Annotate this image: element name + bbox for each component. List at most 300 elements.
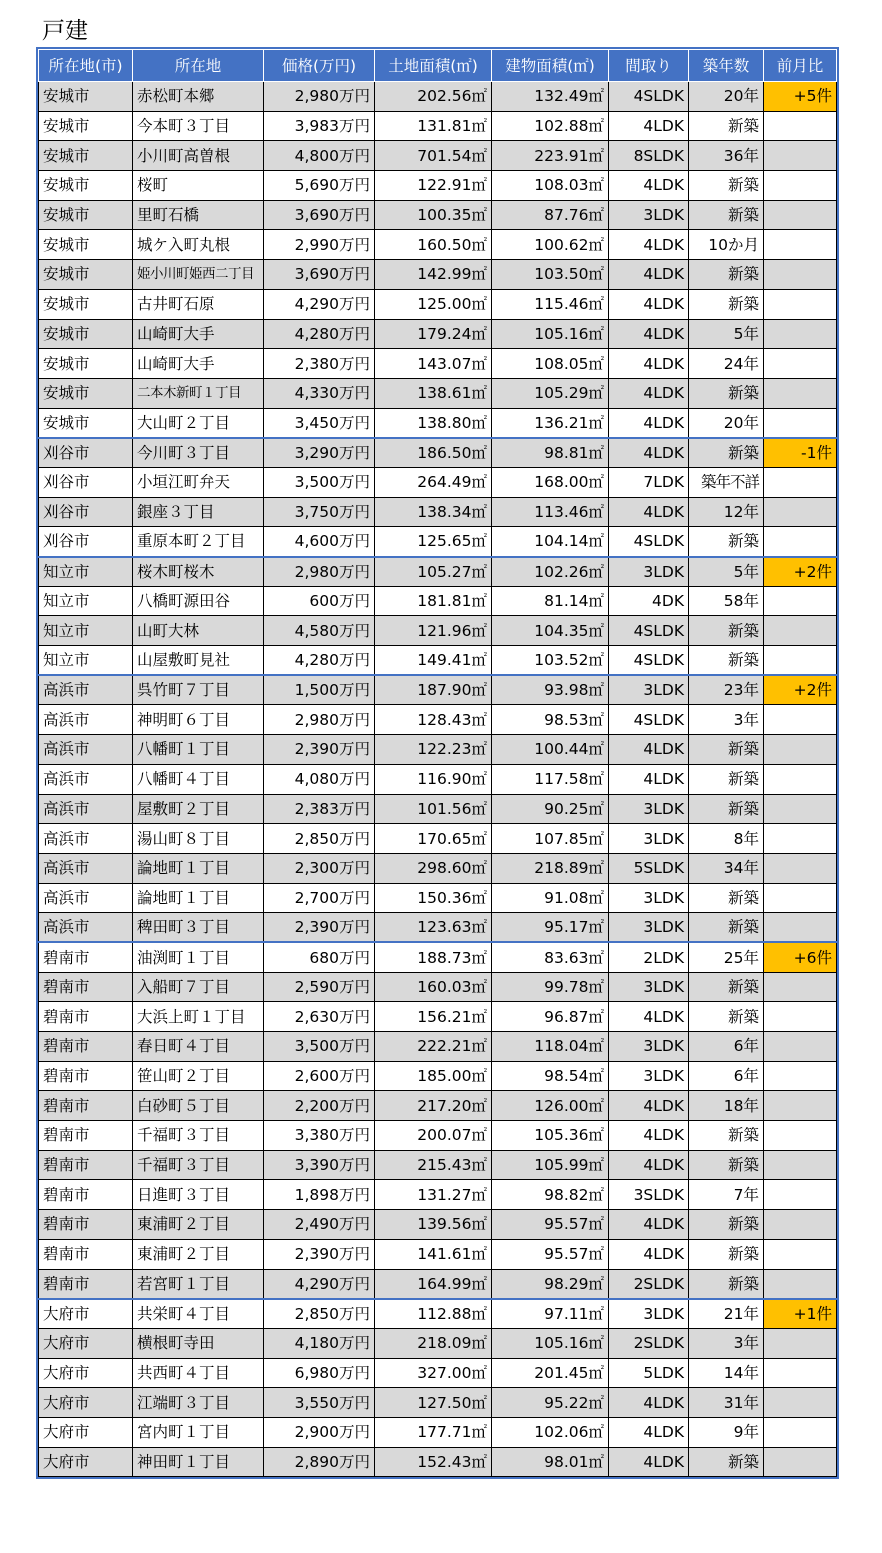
cell-layout: 4LDK bbox=[609, 497, 689, 527]
cell-layout: 3LDK bbox=[609, 200, 689, 230]
cell-city: 碧南市 bbox=[39, 942, 133, 972]
cell-month-diff bbox=[764, 1447, 837, 1477]
cell-building-area: 98.29㎡ bbox=[492, 1269, 609, 1299]
cell-price: 4,800万円 bbox=[264, 141, 375, 171]
cell-land-area: 101.56㎡ bbox=[375, 794, 492, 824]
cell-building-area: 102.26㎡ bbox=[492, 557, 609, 587]
cell-building-area: 105.29㎡ bbox=[492, 378, 609, 408]
cell-price: 680万円 bbox=[264, 942, 375, 972]
cell-land-area: 123.63㎡ bbox=[375, 913, 492, 943]
cell-month-diff bbox=[764, 1091, 837, 1121]
cell-address: 山町大林 bbox=[133, 616, 264, 646]
cell-price: 3,550万円 bbox=[264, 1388, 375, 1418]
cell-city: 大府市 bbox=[39, 1417, 133, 1447]
cell-layout: 7LDK bbox=[609, 467, 689, 497]
cell-land-area: 156.21㎡ bbox=[375, 1002, 492, 1032]
cell-month-diff bbox=[764, 824, 837, 854]
cell-city: 安城市 bbox=[39, 260, 133, 290]
cell-price: 6,980万円 bbox=[264, 1358, 375, 1388]
cell-building-area: 100.44㎡ bbox=[492, 735, 609, 765]
cell-land-area: 105.27㎡ bbox=[375, 557, 492, 587]
cell-address: 若宮町１丁目 bbox=[133, 1269, 264, 1299]
cell-age: 新築 bbox=[689, 972, 764, 1002]
table-row bbox=[39, 705, 837, 735]
cell-age: 31年 bbox=[689, 1388, 764, 1418]
cell-month-diff bbox=[764, 1121, 837, 1151]
cell-city: 碧南市 bbox=[39, 1239, 133, 1269]
cell-address: 横根町寺田 bbox=[133, 1328, 264, 1358]
cell-city: 高浜市 bbox=[39, 764, 133, 794]
cell-age: 新築 bbox=[689, 260, 764, 290]
cell-address: 二本木新町１丁目 bbox=[133, 378, 264, 408]
table-row bbox=[39, 675, 837, 705]
cell-city: 碧南市 bbox=[39, 1032, 133, 1062]
col-header-building-area: 建物面積(㎡) bbox=[492, 50, 609, 82]
cell-land-area: 112.88㎡ bbox=[375, 1299, 492, 1329]
table-row bbox=[39, 1032, 837, 1062]
cell-address: 今川町３丁目 bbox=[133, 438, 264, 468]
table-row bbox=[39, 1358, 837, 1388]
table-row bbox=[39, 319, 837, 349]
cell-address: 古井町石原 bbox=[133, 289, 264, 319]
cell-building-area: 136.21㎡ bbox=[492, 408, 609, 438]
cell-land-area: 160.03㎡ bbox=[375, 972, 492, 1002]
cell-land-area: 160.50㎡ bbox=[375, 230, 492, 260]
cell-price: 2,390万円 bbox=[264, 1239, 375, 1269]
cell-price: 2,980万円 bbox=[264, 82, 375, 112]
cell-layout: 4LDK bbox=[609, 289, 689, 319]
cell-price: 600万円 bbox=[264, 586, 375, 616]
cell-month-diff bbox=[764, 1388, 837, 1418]
cell-building-area: 96.87㎡ bbox=[492, 1002, 609, 1032]
cell-address: 桜木町桜木 bbox=[133, 557, 264, 587]
cell-month-diff bbox=[764, 1061, 837, 1091]
cell-land-area: 185.00㎡ bbox=[375, 1061, 492, 1091]
table-row bbox=[39, 883, 837, 913]
cell-building-area: 105.99㎡ bbox=[492, 1150, 609, 1180]
cell-city: 碧南市 bbox=[39, 1180, 133, 1210]
cell-month-diff bbox=[764, 378, 837, 408]
cell-price: 2,630万円 bbox=[264, 1002, 375, 1032]
cell-month-diff bbox=[764, 1210, 837, 1240]
cell-layout: 4LDK bbox=[609, 1447, 689, 1477]
cell-layout: 4LDK bbox=[609, 1239, 689, 1269]
cell-age: 23年 bbox=[689, 675, 764, 705]
cell-age: 新築 bbox=[689, 200, 764, 230]
cell-age: 21年 bbox=[689, 1299, 764, 1329]
cell-age: 新築 bbox=[689, 913, 764, 943]
cell-land-area: 138.34㎡ bbox=[375, 497, 492, 527]
cell-building-area: 117.58㎡ bbox=[492, 764, 609, 794]
cell-price: 2,383万円 bbox=[264, 794, 375, 824]
cell-layout: 4LDK bbox=[609, 1002, 689, 1032]
table-row bbox=[39, 913, 837, 943]
table-row bbox=[39, 289, 837, 319]
cell-month-diff bbox=[764, 289, 837, 319]
cell-layout: 4LDK bbox=[609, 735, 689, 765]
table-row bbox=[39, 1121, 837, 1151]
cell-price: 4,580万円 bbox=[264, 616, 375, 646]
cell-price: 2,850万円 bbox=[264, 824, 375, 854]
cell-address: 共西町４丁目 bbox=[133, 1358, 264, 1388]
cell-layout: 4LDK bbox=[609, 319, 689, 349]
cell-building-area: 95.57㎡ bbox=[492, 1239, 609, 1269]
cell-layout: 4LDK bbox=[609, 1417, 689, 1447]
cell-address: 山崎町大手 bbox=[133, 349, 264, 379]
cell-address: 湯山町８丁目 bbox=[133, 824, 264, 854]
cell-city: 碧南市 bbox=[39, 1210, 133, 1240]
table-row bbox=[39, 200, 837, 230]
cell-age: 新築 bbox=[689, 735, 764, 765]
cell-age: 新築 bbox=[689, 616, 764, 646]
cell-age: 36年 bbox=[689, 141, 764, 171]
cell-layout: 4LDK bbox=[609, 1091, 689, 1121]
cell-price: 3,750万円 bbox=[264, 497, 375, 527]
cell-month-diff bbox=[764, 527, 837, 557]
cell-layout: 4LDK bbox=[609, 1121, 689, 1151]
table-row bbox=[39, 1180, 837, 1210]
col-header-layout: 間取り bbox=[609, 50, 689, 82]
cell-month-diff bbox=[764, 883, 837, 913]
cell-building-area: 98.82㎡ bbox=[492, 1180, 609, 1210]
cell-age: 6年 bbox=[689, 1032, 764, 1062]
cell-city: 高浜市 bbox=[39, 913, 133, 943]
cell-month-diff: +2件 bbox=[764, 675, 837, 705]
cell-building-area: 104.14㎡ bbox=[492, 527, 609, 557]
cell-layout: 4SLDK bbox=[609, 527, 689, 557]
cell-month-diff bbox=[764, 794, 837, 824]
cell-layout: 4LDK bbox=[609, 111, 689, 141]
cell-address: 論地町１丁目 bbox=[133, 883, 264, 913]
table-row bbox=[39, 942, 837, 972]
table-row bbox=[39, 1210, 837, 1240]
cell-city: 知立市 bbox=[39, 646, 133, 676]
cell-city: 高浜市 bbox=[39, 735, 133, 765]
cell-price: 4,180万円 bbox=[264, 1328, 375, 1358]
cell-layout: 4LDK bbox=[609, 349, 689, 379]
cell-building-area: 81.14㎡ bbox=[492, 586, 609, 616]
cell-month-diff bbox=[764, 1239, 837, 1269]
cell-price: 2,990万円 bbox=[264, 230, 375, 260]
cell-price: 2,980万円 bbox=[264, 557, 375, 587]
cell-age: 新築 bbox=[689, 527, 764, 557]
cell-building-area: 93.98㎡ bbox=[492, 675, 609, 705]
cell-month-diff bbox=[764, 1002, 837, 1032]
table-row bbox=[39, 616, 837, 646]
table-row bbox=[39, 230, 837, 260]
cell-age: 18年 bbox=[689, 1091, 764, 1121]
cell-address: 小垣江町弁天 bbox=[133, 467, 264, 497]
cell-layout: 4LDK bbox=[609, 764, 689, 794]
cell-month-diff bbox=[764, 616, 837, 646]
cell-land-area: 187.90㎡ bbox=[375, 675, 492, 705]
cell-price: 4,280万円 bbox=[264, 319, 375, 349]
cell-land-area: 127.50㎡ bbox=[375, 1388, 492, 1418]
cell-age: 新築 bbox=[689, 1210, 764, 1240]
cell-address: 八橋町源田谷 bbox=[133, 586, 264, 616]
table-row bbox=[39, 527, 837, 557]
cell-address: 銀座３丁目 bbox=[133, 497, 264, 527]
cell-building-area: 98.54㎡ bbox=[492, 1061, 609, 1091]
cell-layout: 3LDK bbox=[609, 972, 689, 1002]
cell-price: 1,500万円 bbox=[264, 675, 375, 705]
cell-city: 刈谷市 bbox=[39, 467, 133, 497]
cell-month-diff bbox=[764, 111, 837, 141]
cell-building-area: 218.89㎡ bbox=[492, 853, 609, 883]
cell-price: 3,450万円 bbox=[264, 408, 375, 438]
cell-land-area: 131.81㎡ bbox=[375, 111, 492, 141]
cell-address: 八幡町１丁目 bbox=[133, 735, 264, 765]
cell-price: 3,690万円 bbox=[264, 200, 375, 230]
cell-land-area: 122.91㎡ bbox=[375, 171, 492, 201]
cell-city: 碧南市 bbox=[39, 1061, 133, 1091]
cell-month-diff bbox=[764, 1358, 837, 1388]
cell-address: 大浜上町１丁目 bbox=[133, 1002, 264, 1032]
cell-layout: 4LDK bbox=[609, 438, 689, 468]
cell-age: 新築 bbox=[689, 764, 764, 794]
cell-building-area: 105.36㎡ bbox=[492, 1121, 609, 1151]
cell-city: 大府市 bbox=[39, 1388, 133, 1418]
table-row bbox=[39, 972, 837, 1002]
cell-age: 58年 bbox=[689, 586, 764, 616]
cell-layout: 4LDK bbox=[609, 408, 689, 438]
cell-address: 油渕町１丁目 bbox=[133, 942, 264, 972]
cell-month-diff bbox=[764, 200, 837, 230]
cell-building-area: 83.63㎡ bbox=[492, 942, 609, 972]
cell-price: 2,200万円 bbox=[264, 1091, 375, 1121]
cell-month-diff bbox=[764, 260, 837, 290]
cell-land-area: 152.43㎡ bbox=[375, 1447, 492, 1477]
cell-building-area: 95.57㎡ bbox=[492, 1210, 609, 1240]
table-row bbox=[39, 467, 837, 497]
cell-land-area: 125.65㎡ bbox=[375, 527, 492, 557]
cell-age: 8年 bbox=[689, 824, 764, 854]
cell-land-area: 164.99㎡ bbox=[375, 1269, 492, 1299]
cell-building-area: 87.76㎡ bbox=[492, 200, 609, 230]
cell-age: 築年不詳 bbox=[689, 467, 764, 497]
table-row bbox=[39, 586, 837, 616]
cell-address: 呉竹町７丁目 bbox=[133, 675, 264, 705]
cell-price: 2,380万円 bbox=[264, 349, 375, 379]
cell-price: 3,500万円 bbox=[264, 1032, 375, 1062]
cell-layout: 4LDK bbox=[609, 1150, 689, 1180]
cell-city: 知立市 bbox=[39, 557, 133, 587]
cell-month-diff bbox=[764, 735, 837, 765]
cell-month-diff: +6件 bbox=[764, 942, 837, 972]
cell-building-area: 108.03㎡ bbox=[492, 171, 609, 201]
cell-month-diff bbox=[764, 1328, 837, 1358]
cell-layout: 4LDK bbox=[609, 171, 689, 201]
table-row bbox=[39, 171, 837, 201]
table-row bbox=[39, 1447, 837, 1477]
cell-building-area: 90.25㎡ bbox=[492, 794, 609, 824]
cell-city: 大府市 bbox=[39, 1358, 133, 1388]
cell-city: 大府市 bbox=[39, 1328, 133, 1358]
cell-land-area: 170.65㎡ bbox=[375, 824, 492, 854]
cell-building-area: 91.08㎡ bbox=[492, 883, 609, 913]
cell-month-diff bbox=[764, 497, 837, 527]
cell-month-diff bbox=[764, 972, 837, 1002]
cell-price: 2,900万円 bbox=[264, 1417, 375, 1447]
cell-building-area: 107.85㎡ bbox=[492, 824, 609, 854]
cell-age: 20年 bbox=[689, 82, 764, 112]
cell-age: 新築 bbox=[689, 794, 764, 824]
cell-price: 2,490万円 bbox=[264, 1210, 375, 1240]
cell-address: 重原本町２丁目 bbox=[133, 527, 264, 557]
cell-age: 新築 bbox=[689, 1239, 764, 1269]
cell-land-area: 217.20㎡ bbox=[375, 1091, 492, 1121]
cell-age: 6年 bbox=[689, 1061, 764, 1091]
table-row bbox=[39, 557, 837, 587]
page-title: 戸建 bbox=[42, 18, 88, 44]
cell-age: 10か月 bbox=[689, 230, 764, 260]
table-row bbox=[39, 141, 837, 171]
table-row bbox=[39, 824, 837, 854]
cell-layout: 3LDK bbox=[609, 557, 689, 587]
cell-age: 34年 bbox=[689, 853, 764, 883]
cell-address: 稗田町３丁目 bbox=[133, 913, 264, 943]
cell-age: 新築 bbox=[689, 1002, 764, 1032]
cell-age: 新築 bbox=[689, 646, 764, 676]
cell-price: 4,280万円 bbox=[264, 646, 375, 676]
col-header-month-diff: 前月比 bbox=[764, 50, 837, 82]
cell-layout: 4DK bbox=[609, 586, 689, 616]
cell-address: 八幡町４丁目 bbox=[133, 764, 264, 794]
cell-address: 笹山町２丁目 bbox=[133, 1061, 264, 1091]
cell-building-area: 104.35㎡ bbox=[492, 616, 609, 646]
table-row bbox=[39, 378, 837, 408]
cell-price: 2,600万円 bbox=[264, 1061, 375, 1091]
cell-land-area: 149.41㎡ bbox=[375, 646, 492, 676]
cell-land-area: 701.54㎡ bbox=[375, 141, 492, 171]
cell-city: 安城市 bbox=[39, 171, 133, 201]
cell-month-diff: -1件 bbox=[764, 438, 837, 468]
table-row bbox=[39, 1299, 837, 1329]
cell-price: 4,330万円 bbox=[264, 378, 375, 408]
cell-land-area: 298.60㎡ bbox=[375, 853, 492, 883]
cell-layout: 3LDK bbox=[609, 883, 689, 913]
cell-land-area: 188.73㎡ bbox=[375, 942, 492, 972]
cell-price: 3,290万円 bbox=[264, 438, 375, 468]
cell-building-area: 103.52㎡ bbox=[492, 646, 609, 676]
cell-price: 2,980万円 bbox=[264, 705, 375, 735]
cell-age: 新築 bbox=[689, 1447, 764, 1477]
table-row bbox=[39, 497, 837, 527]
cell-building-area: 108.05㎡ bbox=[492, 349, 609, 379]
cell-building-area: 113.46㎡ bbox=[492, 497, 609, 527]
cell-address: 今本町３丁目 bbox=[133, 111, 264, 141]
listing-rows bbox=[39, 82, 837, 1477]
cell-price: 4,080万円 bbox=[264, 764, 375, 794]
cell-land-area: 138.61㎡ bbox=[375, 378, 492, 408]
cell-age: 新築 bbox=[689, 883, 764, 913]
cell-city: 知立市 bbox=[39, 616, 133, 646]
cell-age: 3年 bbox=[689, 1328, 764, 1358]
cell-land-area: 177.71㎡ bbox=[375, 1417, 492, 1447]
cell-address: 赤松町本郷 bbox=[133, 82, 264, 112]
cell-address: 千福町３丁目 bbox=[133, 1150, 264, 1180]
cell-month-diff bbox=[764, 319, 837, 349]
cell-building-area: 118.04㎡ bbox=[492, 1032, 609, 1062]
table-row bbox=[39, 853, 837, 883]
cell-age: 24年 bbox=[689, 349, 764, 379]
cell-month-diff bbox=[764, 1417, 837, 1447]
table-row bbox=[39, 260, 837, 290]
cell-address: 山屋敷町見社 bbox=[133, 646, 264, 676]
header-row bbox=[39, 50, 837, 82]
cell-building-area: 132.49㎡ bbox=[492, 82, 609, 112]
cell-address: 山崎町大手 bbox=[133, 319, 264, 349]
cell-month-diff bbox=[764, 1180, 837, 1210]
cell-address: 論地町１丁目 bbox=[133, 853, 264, 883]
cell-city: 碧南市 bbox=[39, 1002, 133, 1032]
cell-age: 新築 bbox=[689, 111, 764, 141]
cell-building-area: 102.88㎡ bbox=[492, 111, 609, 141]
cell-layout: 4SLDK bbox=[609, 646, 689, 676]
cell-city: 知立市 bbox=[39, 586, 133, 616]
cell-building-area: 97.11㎡ bbox=[492, 1299, 609, 1329]
cell-address: 神明町６丁目 bbox=[133, 705, 264, 735]
table-row bbox=[39, 1269, 837, 1299]
cell-building-area: 105.16㎡ bbox=[492, 1328, 609, 1358]
cell-city: 安城市 bbox=[39, 230, 133, 260]
cell-price: 4,290万円 bbox=[264, 1269, 375, 1299]
cell-age: 新築 bbox=[689, 1150, 764, 1180]
cell-address: 白砂町５丁目 bbox=[133, 1091, 264, 1121]
cell-land-area: 218.09㎡ bbox=[375, 1328, 492, 1358]
cell-month-diff: +2件 bbox=[764, 557, 837, 587]
cell-layout: 3LDK bbox=[609, 824, 689, 854]
cell-land-area: 143.07㎡ bbox=[375, 349, 492, 379]
cell-building-area: 105.16㎡ bbox=[492, 319, 609, 349]
cell-city: 刈谷市 bbox=[39, 497, 133, 527]
cell-land-area: 186.50㎡ bbox=[375, 438, 492, 468]
cell-building-area: 98.01㎡ bbox=[492, 1447, 609, 1477]
cell-city: 碧南市 bbox=[39, 1150, 133, 1180]
cell-month-diff bbox=[764, 141, 837, 171]
cell-land-area: 128.43㎡ bbox=[375, 705, 492, 735]
cell-city: 安城市 bbox=[39, 82, 133, 112]
table-row bbox=[39, 349, 837, 379]
cell-address: 桜町 bbox=[133, 171, 264, 201]
cell-city: 大府市 bbox=[39, 1299, 133, 1329]
table-row bbox=[39, 82, 837, 112]
cell-price: 4,600万円 bbox=[264, 527, 375, 557]
cell-land-area: 264.49㎡ bbox=[375, 467, 492, 497]
cell-city: 高浜市 bbox=[39, 794, 133, 824]
cell-city: 安城市 bbox=[39, 378, 133, 408]
cell-land-area: 142.99㎡ bbox=[375, 260, 492, 290]
table-row bbox=[39, 408, 837, 438]
cell-building-area: 98.53㎡ bbox=[492, 705, 609, 735]
col-header-city: 所在地(市) bbox=[39, 50, 133, 82]
cell-city: 高浜市 bbox=[39, 824, 133, 854]
table-row bbox=[39, 764, 837, 794]
cell-city: 高浜市 bbox=[39, 853, 133, 883]
table-row bbox=[39, 735, 837, 765]
table-row bbox=[39, 646, 837, 676]
cell-land-area: 138.80㎡ bbox=[375, 408, 492, 438]
cell-land-area: 141.61㎡ bbox=[375, 1239, 492, 1269]
cell-city: 安城市 bbox=[39, 200, 133, 230]
cell-city: 高浜市 bbox=[39, 675, 133, 705]
table-row bbox=[39, 794, 837, 824]
cell-land-area: 122.23㎡ bbox=[375, 735, 492, 765]
cell-age: 9年 bbox=[689, 1417, 764, 1447]
cell-age: 新築 bbox=[689, 1269, 764, 1299]
cell-layout: 4LDK bbox=[609, 378, 689, 408]
cell-age: 新築 bbox=[689, 378, 764, 408]
